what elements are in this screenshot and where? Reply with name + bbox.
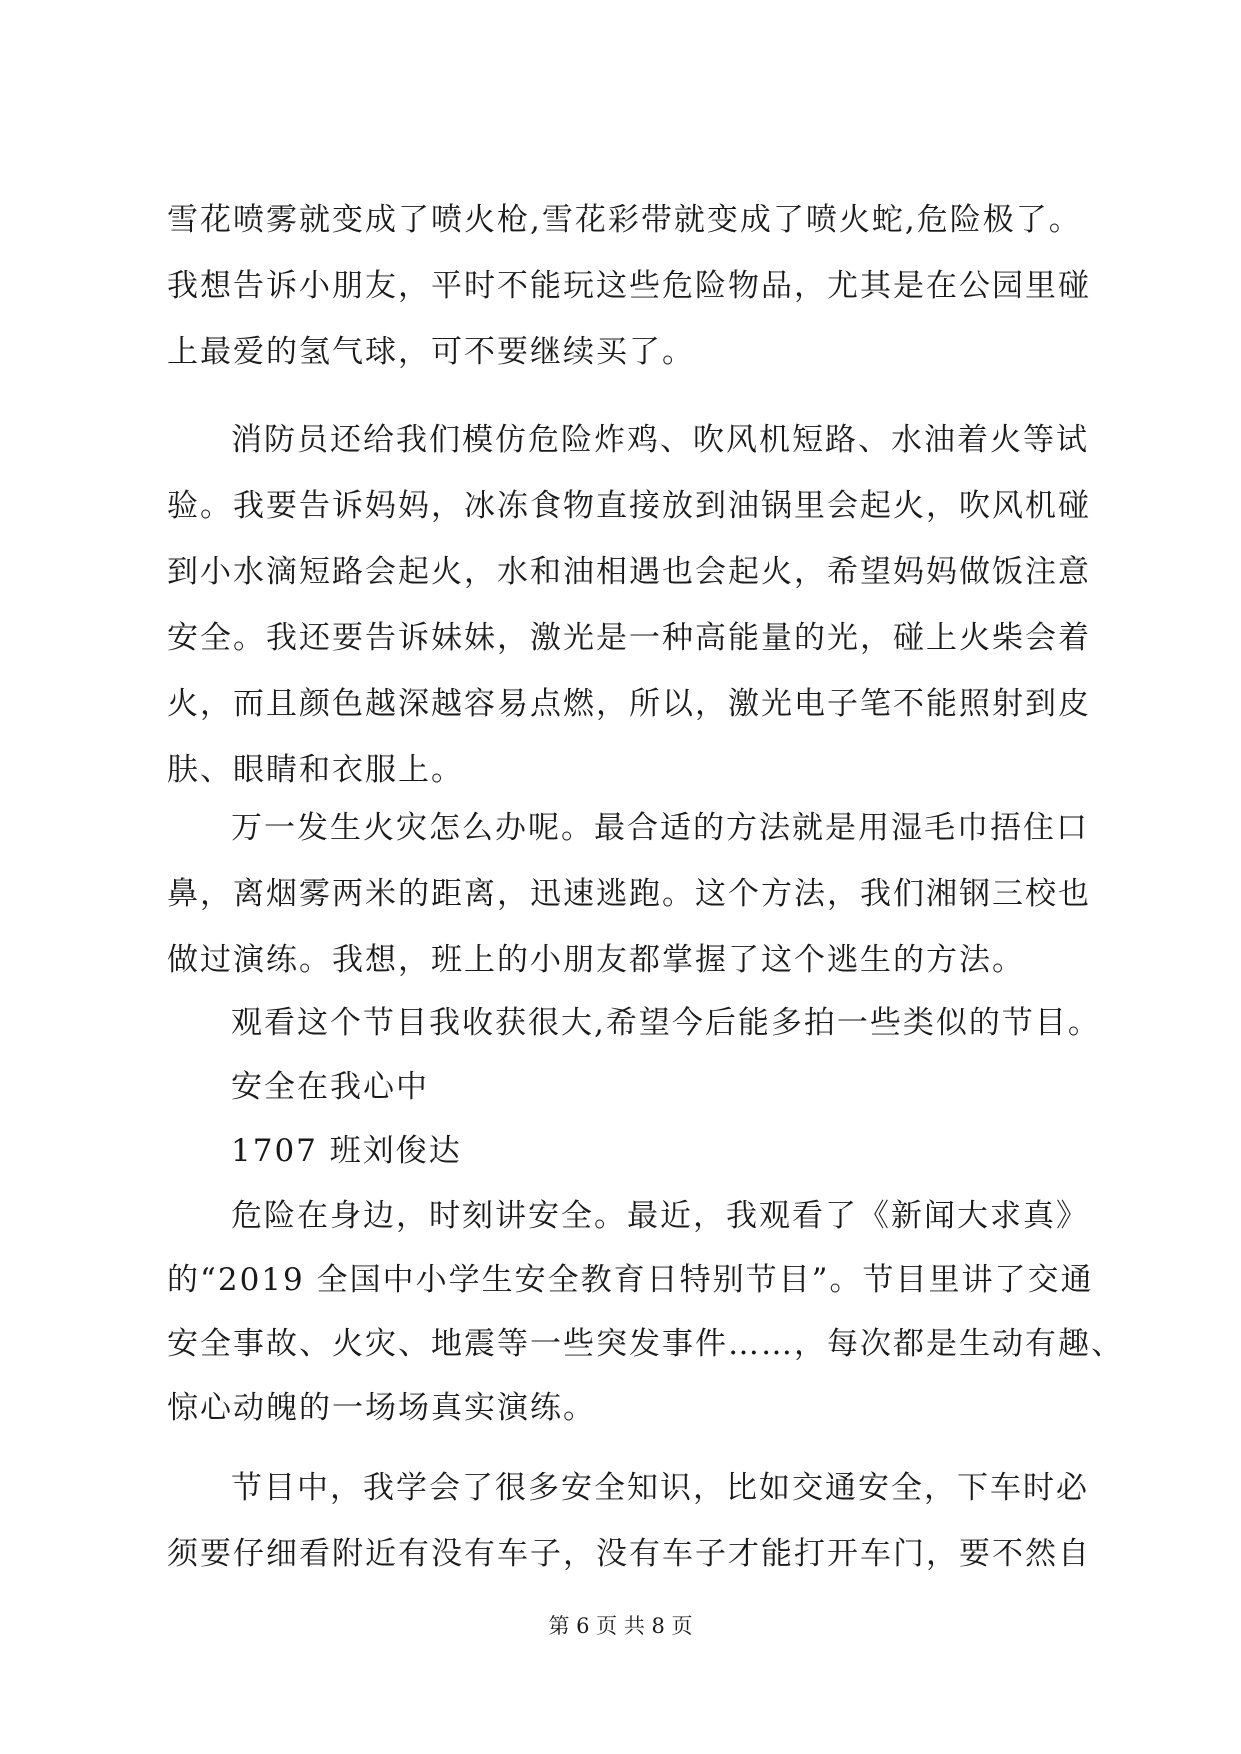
text-line: 惊心动魄的一场场真实演练。 — [167, 1390, 596, 1426]
text-line: 上最爱的氢气球，可不要继续买了。 — [167, 334, 695, 370]
page-footer: 第 6 页 共 8 页 — [548, 1614, 693, 1638]
paragraph-start-line: 消防员还给我们模仿危险炸鸡、吹风机短路、水油着火等试 — [231, 422, 1089, 458]
article-author: 1707 班刘俊达 — [231, 1133, 462, 1169]
text-line: 安全事故、火灾、地震等一些突发事件……，每次都是生动有趣、 — [167, 1326, 1124, 1362]
text-line: 雪花喷雾就变成了喷火枪,雪花彩带就变成了喷火蛇,危险极了。 — [167, 202, 1082, 238]
text-line: 的“2019 全国中小学生安全教育日特别节目”。节目里讲了交通 — [167, 1262, 1094, 1298]
text-line: 肤、眼睛和衣服上。 — [167, 752, 464, 788]
text-line: 我想告诉小朋友，平时不能玩这些危险物品，尤其是在公园里碰 — [167, 268, 1091, 304]
paragraph-start-line: 万一发生火灾怎么办呢。最合适的方法就是用湿毛巾捂住口 — [231, 810, 1089, 846]
text-line: 做过演练。我想，班上的小朋友都掌握了这个逃生的方法。 — [167, 942, 1025, 978]
paragraph-start-line: 观看这个节目我收获很大,希望今后能多拍一些类似的节目。 — [231, 1005, 1101, 1041]
text-line: 须要仔细看附近有没有车子，没有车子才能打开车门，要不然自 — [167, 1536, 1091, 1572]
text-line: 鼻，离烟雾两米的距离，迅速逃跑。这个方法，我们湘钢三校也 — [167, 876, 1091, 912]
text-line: 到小水滴短路会起火，水和油相遇也会起火，希望妈妈做饭注意 — [167, 554, 1091, 590]
paragraph-start-line: 危险在身边，时刻讲安全。最近，我观看了《新闻大求真》 — [231, 1198, 1089, 1234]
text-line: 火，而且颜色越深越容易点燃，所以，激光电子笔不能照射到皮 — [167, 686, 1091, 722]
article-title: 安全在我心中 — [231, 1069, 429, 1105]
text-line: 安全。我还要告诉妹妹，激光是一种高能量的光，碰上火柴会着 — [167, 620, 1091, 656]
paragraph-start-line: 节目中，我学会了很多安全知识，比如交通安全，下车时必 — [231, 1470, 1089, 1506]
text-line: 验。我要告诉妈妈，冰冻食物直接放到油锅里会起火，吹风机碰 — [167, 488, 1091, 524]
